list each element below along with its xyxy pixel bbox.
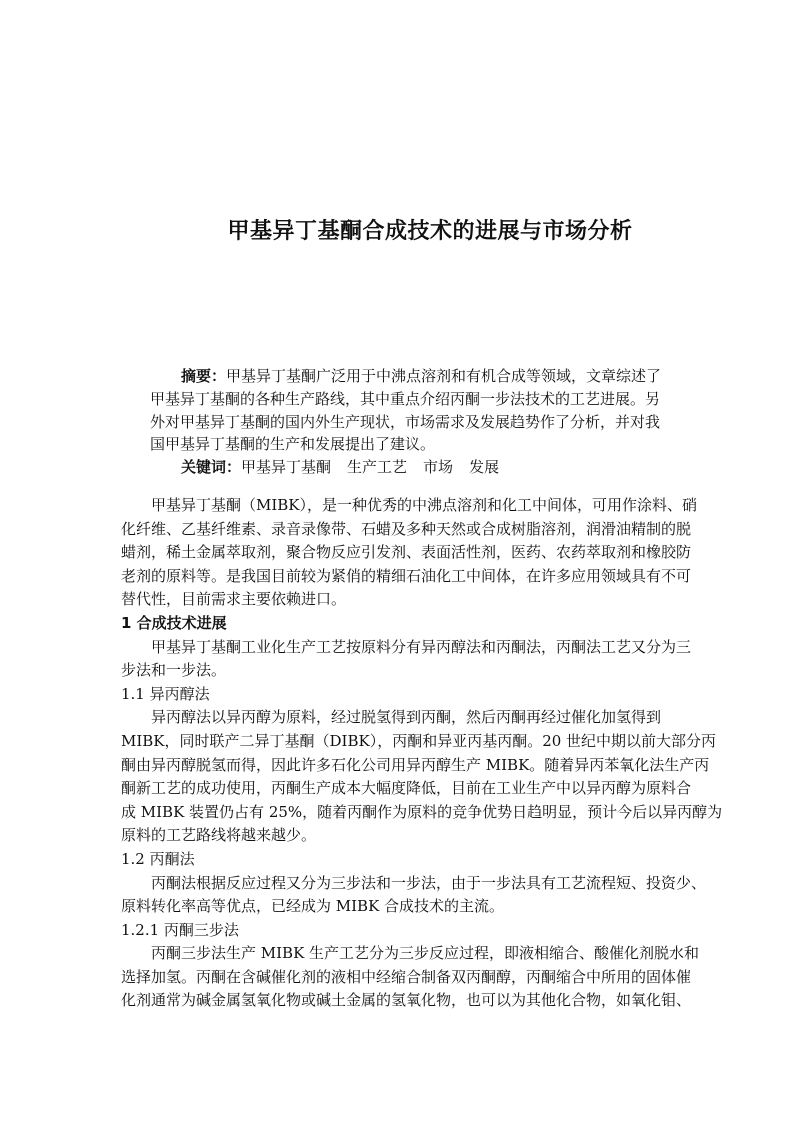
document-title: 甲基异丁基酮合成技术的进展与市场分析 bbox=[227, 219, 633, 244]
intro-paragraph-line: 化纤维、乙基纤维素、录音录像带、石蜡及多种天然或合成树脂溶剂，润滑油精制的脱 bbox=[121, 519, 692, 538]
section-1-2-1-line: 丙酮三步法生产 MIBK 生产工艺分为三步反应过程，即液相缩合、酸催化剂脱水和 bbox=[151, 944, 700, 963]
section-1-2-heading: 1.2 丙酮法 bbox=[121, 849, 195, 868]
keyword: 甲基异丁基酮 bbox=[241, 458, 332, 477]
abstract-line-3: 外对甲基异丁基酮的国内外生产现状，市场需求及发展趋势作了分析，并对我 bbox=[150, 412, 661, 431]
keyword: 市场 bbox=[423, 458, 454, 477]
section-1-2-1-line: 选择加氢。丙酮在含碱催化剂的液相中经缩合制备双丙酮醇，丙酮缩合中所用的固体催 bbox=[121, 967, 692, 986]
keyword: 生产工艺 bbox=[347, 458, 408, 477]
section-1-2-line: 原料转化率高等优点，已经成为 MIBK 合成技术的主流。 bbox=[121, 897, 505, 916]
section-1-heading: 1 合成技术进展 bbox=[121, 613, 227, 632]
abstract-line-1 bbox=[150, 365, 710, 388]
intro-paragraph-line: 替代性，目前需求主要依赖进口。 bbox=[121, 590, 347, 609]
abstract-line-2: 甲基异丁基酮的各种生产路线，其中重点介绍丙酮一步法技术的工艺进展。另 bbox=[150, 389, 661, 408]
abstract-label: 摘要： bbox=[181, 367, 227, 385]
section-1-1-line: 酮由异丙醇脱氢而得，因此许多石化公司用异丙醇生产 MIBK。随着异丙苯氧化法生产丙 bbox=[121, 755, 710, 774]
section-1-line: 步法和一步法。 bbox=[121, 661, 227, 680]
section-1-1-heading: 1.1 异丙醇法 bbox=[121, 684, 210, 703]
intro-paragraph-line: 甲基异丁基酮（MIBK），是一种优秀的中沸点溶剂和化工中间体，可用作涂料、硝 bbox=[151, 496, 698, 514]
section-1-1-line: 原料的工艺路线将越来越少。 bbox=[121, 826, 317, 845]
section-1-1-line: 成 MIBK 装置仍占有 25%，随着丙酮作为原料的竞争优势日趋明显，预计今后以异丙醇为 bbox=[121, 802, 723, 821]
section-1-2-1-line: 化剂通常为碱金属氢氧化物或碱土金属的氢氧化物，也可以为其他化合物，如氧化钼、 bbox=[121, 991, 692, 1010]
section-1-1-line: 酮新工艺的成功使用，丙酮生产成本大幅度降低，目前在工业生产中以异丙醇为原料合 bbox=[121, 779, 692, 798]
section-1-1-line: MIBK，同时联产二异丁基酮（DIBK），丙酮和异亚丙基丙酮。20 世纪中期以前大部分丙 bbox=[121, 731, 717, 750]
section-1-line: 甲基异丁基酮工业化生产工艺按原料分有异丙醇法和丙酮法，丙酮法工艺又分为三 bbox=[151, 637, 692, 656]
section-1-1-line: 异丙醇法以异丙醇为原料，经过脱氢得到丙酮，然后丙酮再经过催化加氢得到 bbox=[151, 708, 662, 727]
section-1-2-1-heading: 1.2.1 丙酮三步法 bbox=[121, 920, 239, 939]
keywords-line bbox=[150, 456, 710, 479]
section-1-2-line: 丙酮法根据反应过程又分为三步法和一步法，由于一步法具有工艺流程短、投资少、 bbox=[151, 873, 707, 892]
intro-paragraph-line: 老剂的原料等。是我国目前较为紧俏的精细石油化工中间体，在许多应用领域具有不可 bbox=[121, 566, 692, 585]
intro-paragraph-line: 蜡剂，稀土金属萃取剂，聚合物反应引发剂、表面活性剂，医药、农药萃取剂和橡胶防 bbox=[121, 543, 692, 562]
keywords-label: 关键词： bbox=[181, 458, 242, 477]
abstract-text: 甲基异丁基酮广泛用于中沸点溶剂和有机合成等领域，文章综述了 bbox=[226, 367, 662, 385]
abstract bbox=[150, 365, 710, 479]
abstract-line-4: 国甲基异丁基酮的生产和发展提出了建议。 bbox=[150, 435, 436, 454]
body-text bbox=[121, 494, 761, 1013]
keyword: 发展 bbox=[469, 458, 500, 477]
